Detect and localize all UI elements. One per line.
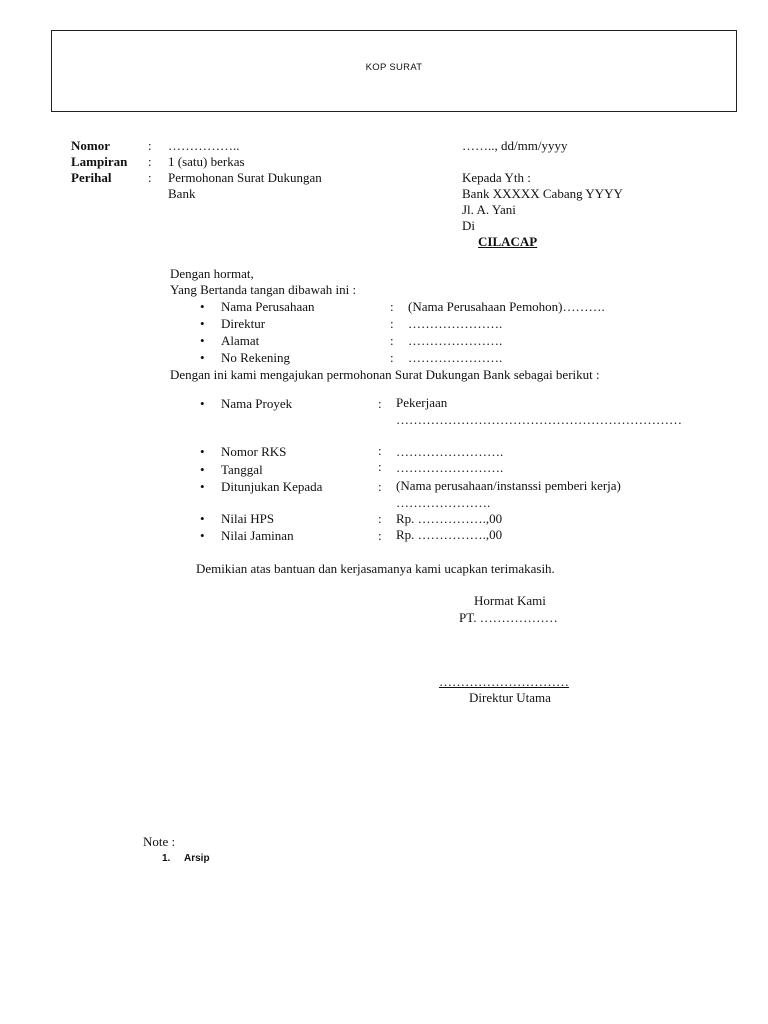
note-item-number: 1. [162,853,171,864]
recipient-bank: Bank XXXXX Cabang YYYY [462,186,623,201]
hps-value: Rp. …………….,00 [396,511,503,526]
lampiran-value: 1 (satu) berkas [168,154,245,169]
signature-title: Direktur Utama [469,690,551,705]
signer-label: Alamat [221,333,260,348]
request-text: Dengan ini kami mengajukan permohonan Surat Dukungan Bank sebagai berikut : [170,367,600,382]
ditunjukan-label: Ditunjukan Kepada [221,479,323,494]
perihal-line1: Permohonan Surat Dukungan [168,170,322,185]
project-name-dots: ………………………………………………………… [396,412,682,427]
signature-line: ………………………… [439,674,569,689]
bullet-icon [200,462,205,478]
note-item-text: Arsip [184,853,210,864]
signer-colon: : [390,333,394,348]
bullet-icon [200,479,205,495]
recipient-kepada: Kepada Yth : [462,170,531,185]
project-name-value: Pekerjaan [396,395,448,410]
signer-colon: : [390,299,394,314]
perihal-colon: : [148,170,152,185]
greeting: Dengan hormat, [170,266,254,281]
lampiran-label: Lampiran [71,154,128,169]
recipient-address: Jl. A. Yani [462,202,516,217]
jaminan-colon: : [378,528,382,543]
letter-date: …….., dd/mm/yyyy [462,138,568,153]
signer-label: No Rekening [221,350,290,365]
rks-value: ……………………. [396,444,504,459]
signer-value: …………………. [408,316,503,331]
signer-colon: : [390,316,394,331]
rks-label: Nomor RKS [221,444,287,459]
hps-colon: : [378,511,382,526]
jaminan-value: Rp. …………….,00 [396,527,503,542]
closing-text: Demikian atas bantuan dan kerjasamanya kami ucapkan terimakasih. [196,561,555,576]
letterhead-title: KOP SURAT [365,62,423,73]
tanggal-colon: : [378,459,382,474]
jaminan-label: Nilai Jaminan [221,528,294,543]
signer-label: Nama Perusahaan [221,299,315,314]
rks-colon: : [378,443,382,458]
letterhead-box [51,30,737,112]
note-label: Note : [143,834,176,849]
perihal-line2: Bank [168,186,196,201]
recipient-di: Di [462,218,475,233]
nomor-colon: : [148,138,152,153]
signer-value: …………………. [408,333,503,348]
signature-hormat: Hormat Kami [474,593,546,608]
intro-text: Yang Bertanda tangan dibawah ini : [170,282,357,297]
nomor-label: Nomor [71,138,110,153]
perihal-label: Perihal [71,170,112,185]
signer-label: Direktur [221,316,266,331]
project-name-label: Nama Proyek [221,396,293,411]
hps-label: Nilai HPS [221,511,275,526]
bullet-icon [200,528,205,544]
signer-value: (Nama Perusahaan Pemohon)………. [408,299,605,314]
bullet-icon [200,333,205,349]
lampiran-colon: : [148,154,152,169]
bullet-icon [200,316,205,332]
bullet-icon [200,444,205,460]
tanggal-label: Tanggal [221,462,263,477]
ditunjukan-dots: …………………. [396,495,491,510]
bullet-icon [200,299,205,315]
nomor-value: …………….. [168,138,240,153]
bullet-icon [200,396,205,412]
signature-company: PT. ……………… [459,610,558,625]
signer-value: …………………. [408,350,503,365]
project-name-colon: : [378,396,382,411]
bullet-icon [200,350,205,366]
signer-colon: : [390,350,394,365]
bullet-icon [200,511,205,527]
recipient-city: CILACAP [478,234,538,249]
tanggal-value: ……………………. [396,460,504,475]
ditunjukan-value: (Nama perusahaan/instanssi pemberi kerja) [396,478,621,493]
ditunjukan-colon: : [378,479,382,494]
